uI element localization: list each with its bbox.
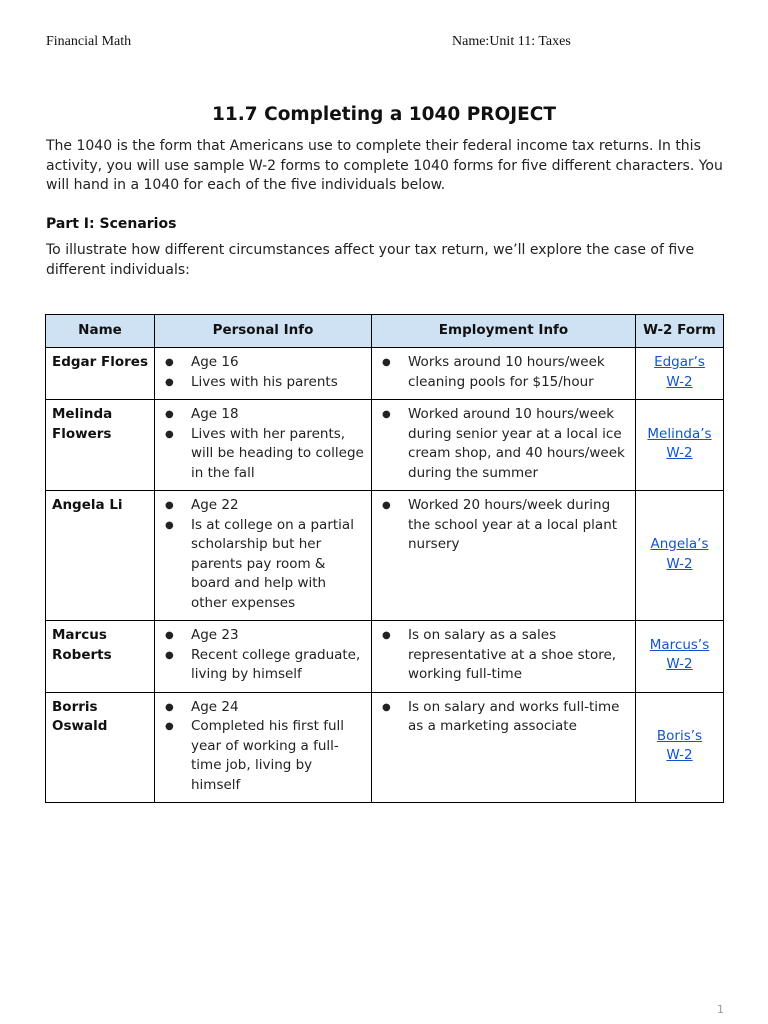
header-course: Financial Math bbox=[46, 34, 132, 49]
employment-info-cell bbox=[372, 491, 636, 621]
page-number: 1 bbox=[717, 1003, 724, 1016]
personal-info-cell bbox=[155, 400, 372, 491]
header-name-unit: Name:Unit 11: Taxes bbox=[452, 34, 571, 49]
personal-info-item: ● Recent college graduate, living by himself bbox=[183, 646, 365, 685]
table-header-row bbox=[46, 315, 724, 348]
table-row bbox=[46, 621, 724, 693]
personal-info-item: ● Age 24 bbox=[183, 698, 365, 718]
person-name: Melinda Flowers bbox=[46, 400, 155, 491]
personal-info-cell bbox=[155, 621, 372, 693]
employment-info-cell bbox=[372, 348, 636, 400]
personal-info-cell bbox=[155, 348, 372, 400]
w2-form-cell bbox=[636, 621, 724, 693]
w2-form-cell bbox=[636, 348, 724, 400]
column-header-w2-form: W-2 Form bbox=[636, 315, 724, 348]
w2-link-angela[interactable]: Angela’s W-2 bbox=[650, 536, 709, 572]
table-row bbox=[46, 692, 724, 803]
w2-form-cell bbox=[636, 491, 724, 621]
personal-info-item: ● Lives with her parents, will be heading to college in the fall bbox=[183, 425, 365, 484]
person-name: Marcus Roberts bbox=[46, 621, 155, 693]
w2-link-edgar[interactable]: Edgar’s W-2 bbox=[654, 354, 705, 390]
intro-paragraph: The 1040 is the form that Americans use to complete their federal income tax returns. In this activity, you will use sample W-2 forms to complete 1040 forms for five different characters. You will hand in a 1040 for each of the five individuals below. bbox=[46, 138, 723, 193]
employment-info-cell bbox=[372, 692, 636, 803]
column-header-employment-info: Employment Info bbox=[372, 315, 636, 348]
w2-link-marcus[interactable]: Marcus’s W-2 bbox=[649, 636, 710, 673]
personal-info-cell bbox=[155, 491, 372, 621]
person-name: Edgar Flores bbox=[46, 348, 155, 400]
column-header-name: Name bbox=[46, 315, 155, 348]
personal-info-item: ● Lives with his parents bbox=[183, 373, 365, 393]
employment-info-item: ● Is on salary and works full-time as a marketing associate bbox=[400, 698, 629, 737]
employment-info-item: ● Worked around 10 hours/week during senior year at a local ice cream shop, and 40 hours/week during the summer bbox=[400, 405, 629, 483]
employment-info-item: ● Works around 10 hours/week cleaning pools for $15/hour bbox=[400, 353, 629, 392]
personal-info-item: ● Age 18 bbox=[183, 405, 365, 425]
w2-form-cell bbox=[636, 692, 724, 803]
part-description: To illustrate how different circumstances affect your tax return, we’ll explore the case of five different individuals: bbox=[46, 242, 695, 278]
employment-info-item: ● Worked 20 hours/week during the school year at a local plant nursery bbox=[400, 496, 629, 555]
table-row bbox=[46, 348, 724, 400]
page-title: 11.7 Completing a 1040 PROJECT bbox=[212, 104, 556, 125]
personal-info-item: ● Age 22 bbox=[183, 496, 365, 516]
w2-link-melinda[interactable]: Melinda’s W-2 bbox=[647, 425, 712, 461]
w2-form-cell bbox=[636, 400, 724, 491]
part-heading: Part I: Scenarios bbox=[46, 216, 177, 232]
table-row bbox=[46, 400, 724, 491]
employment-info-cell bbox=[372, 400, 636, 491]
employment-info-item: ● Is on salary as a sales representative at a shoe store, working full-time bbox=[400, 626, 629, 685]
personal-info-item: ● Age 16 bbox=[183, 353, 365, 373]
table-row bbox=[46, 491, 724, 621]
person-name: Borris Oswald bbox=[46, 692, 155, 803]
scenarios-table bbox=[45, 314, 724, 803]
w2-link-boris[interactable]: Boris’s W-2 bbox=[656, 727, 703, 764]
personal-info-item: ● Completed his first full year of working a full-time job, living by himself bbox=[183, 717, 365, 795]
column-header-personal-info: Personal Info bbox=[155, 315, 372, 348]
employment-info-cell bbox=[372, 621, 636, 693]
personal-info-cell bbox=[155, 692, 372, 803]
personal-info-item: ● Is at college on a partial scholarship but her parents pay room & board and help with other expenses bbox=[183, 516, 365, 614]
person-name: Angela Li bbox=[46, 491, 155, 621]
personal-info-item: ● Age 23 bbox=[183, 626, 365, 646]
